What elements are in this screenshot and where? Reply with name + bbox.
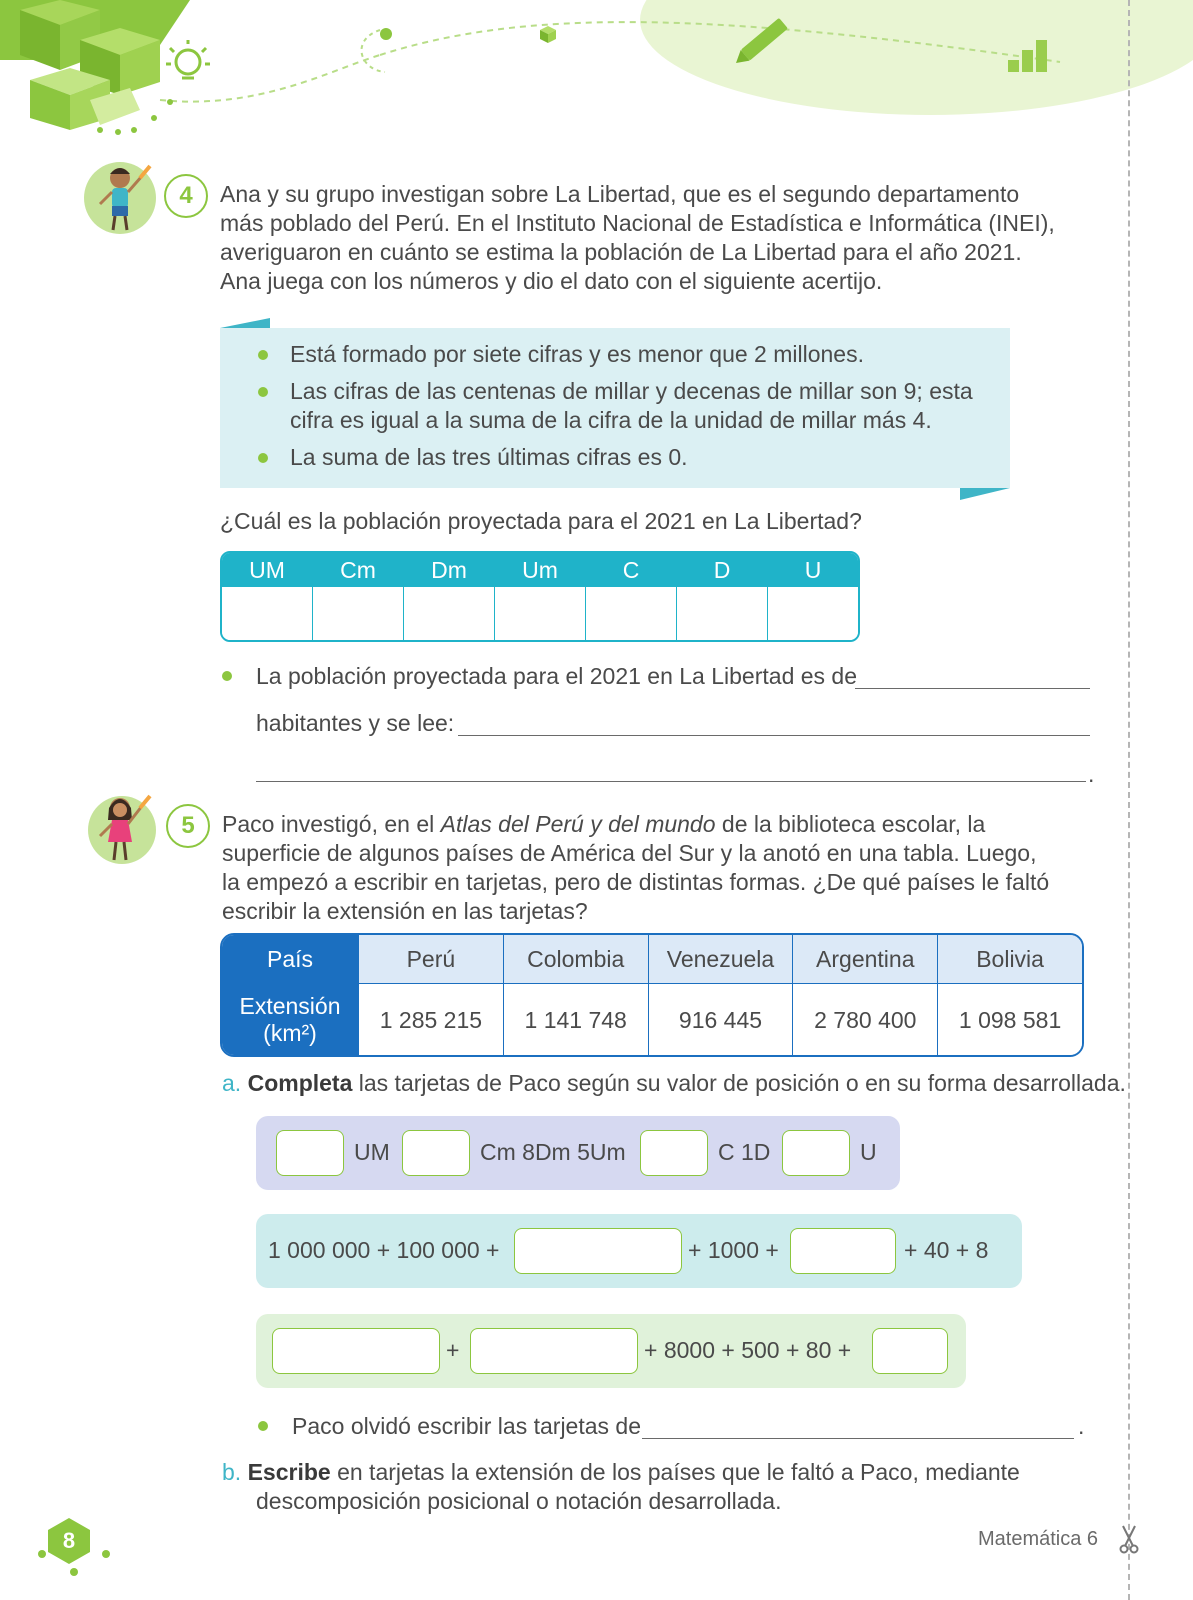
card-text: C 1D [718, 1139, 771, 1165]
clue-item [258, 377, 978, 435]
forgot-countries-blank[interactable] [642, 1438, 1074, 1439]
population-answer-blank[interactable] [855, 688, 1090, 689]
extension-label: Extensión [239, 993, 341, 1019]
riddle-clues [258, 340, 978, 480]
card-text: UM [354, 1139, 390, 1165]
lightbulb-icon [166, 40, 210, 78]
place-value-table [220, 551, 860, 642]
card-text: + 40 + 8 [904, 1237, 989, 1263]
extension-row [222, 983, 1082, 1056]
problem-4-statement [220, 180, 1100, 296]
country-cell: Argentina [792, 935, 937, 983]
part-a-verb: Completa [247, 1070, 353, 1096]
card-expanded-form-1 [256, 1214, 1022, 1288]
period-mark: . [1088, 761, 1095, 787]
card-text: 1 000 000 + 100 000 + [268, 1237, 500, 1263]
statement-line: Ana juega con los números y dio el dato con el siguiente acertijo. [220, 268, 883, 294]
card-blank[interactable] [470, 1328, 638, 1374]
bullet-icon [258, 387, 268, 397]
cut-line [1128, 0, 1130, 1600]
problem-4-number: 4 [164, 174, 208, 218]
extension-cell: 1 098 581 [937, 984, 1082, 1056]
pv-header: UM [222, 553, 312, 587]
extension-unit: (km²) [263, 1020, 317, 1046]
clue-text: Las cifras de las centenas de millar y decenas de millar son 9; esta cifra es igual a la suma de la cifra de la unidad de millar más 4. [290, 378, 973, 433]
clue-text: La suma de las tres últimas cifras es 0. [290, 444, 688, 470]
statement-line: la empezó a escribir en tarjetas, pero de distintas formas. ¿De qué países le faltó [222, 869, 1050, 895]
part-b-instruction [222, 1458, 1102, 1516]
country-cell: Colombia [503, 935, 648, 983]
pv-header: Cm [313, 553, 403, 587]
card-text: + 8000 + 500 + 80 + [644, 1337, 852, 1363]
period-mark: . [1078, 1413, 1085, 1439]
pv-column [677, 553, 768, 640]
header-decoration [0, 0, 1193, 160]
girl-character-icon [86, 790, 158, 866]
pv-column [586, 553, 677, 640]
extension-cell: 1 285 215 [358, 984, 503, 1056]
pv-header: D [677, 553, 767, 587]
card-blank[interactable] [272, 1328, 440, 1374]
row-label-extension [222, 984, 358, 1056]
problem-5-number: 5 [166, 804, 210, 848]
card-blank[interactable] [276, 1130, 344, 1176]
pv-input-cell[interactable] [586, 587, 676, 640]
page-number: 8 [62, 1528, 76, 1553]
scissors-icon [1118, 1524, 1140, 1554]
pv-input-cell[interactable] [313, 587, 403, 640]
bullet-icon [258, 1421, 268, 1431]
pv-input-cell[interactable] [677, 587, 767, 640]
pv-column [495, 553, 586, 640]
statement-line: más poblado del Perú. En el Instituto Nacional de Estadística e Informática (INEI), [220, 210, 1055, 236]
riddle-box [220, 328, 1010, 488]
part-a-letter: a. [222, 1070, 242, 1096]
card-colombia-place-value [256, 1116, 900, 1190]
extension-cell: 1 141 748 [503, 984, 648, 1056]
card-text: + 1000 + [688, 1237, 779, 1263]
pv-input-cell[interactable] [404, 587, 494, 640]
pv-input-cell[interactable] [495, 587, 585, 640]
row-label-country: País [222, 935, 358, 983]
answer-line-1-text: La población proyectada para el 2021 en La Libertad es de [256, 663, 858, 689]
country-cell: Perú [358, 935, 503, 983]
statement-text: de la biblioteca escolar, la [715, 811, 986, 837]
clue-text: Está formado por siete cifras y es menor que 2 millones. [290, 341, 864, 367]
statement-text: Paco investigó, en el [222, 811, 441, 837]
statement-line: superficie de algunos países de América del Sur y la anotó en una tabla. Luego, [222, 840, 1037, 866]
pv-input-cell[interactable] [768, 587, 858, 640]
bullet-icon [258, 350, 268, 360]
pv-header: U [768, 553, 858, 587]
part-b-verb: Escribe [247, 1459, 331, 1485]
ribbon-fold [960, 488, 1010, 500]
atlas-title: Atlas del Perú y del mundo [440, 811, 716, 837]
book-title: Matemática 6 [978, 1528, 1099, 1550]
card-text: U [860, 1139, 877, 1165]
pv-input-cell[interactable] [222, 587, 312, 640]
forgot-cards-text: Paco olvidó escribir las tarjetas de [292, 1413, 641, 1439]
boy-character-icon [84, 160, 156, 236]
bullet-icon [258, 453, 268, 463]
cubes-icon [0, 0, 190, 130]
card-text: Cm 8Dm 5Um [480, 1139, 626, 1165]
pv-header: Dm [404, 553, 494, 587]
card-blank[interactable] [790, 1228, 896, 1274]
pv-column [313, 553, 404, 640]
clue-item [258, 340, 978, 369]
answer-line-2-text: habitantes y se lee: [256, 710, 455, 736]
pv-column [768, 553, 858, 640]
part-b-line [222, 1458, 1102, 1487]
country-cell: Bolivia [937, 935, 1082, 983]
country-extension-table [220, 933, 1084, 1057]
card-blank[interactable] [402, 1130, 470, 1176]
pv-column [222, 553, 313, 640]
pv-header: C [586, 553, 676, 587]
part-b-line: descomposición posicional o notación desarrollada. [256, 1488, 782, 1514]
extension-cell: 916 445 [648, 984, 793, 1056]
statement-line: averiguaron en cuánto se estima la población de La Libertad para el año 2021. [220, 239, 1022, 265]
statement-line [222, 810, 1102, 839]
card-expanded-form-2 [256, 1314, 966, 1388]
problem-5-statement [222, 810, 1102, 926]
bullet-icon [222, 671, 232, 681]
card-blank[interactable] [514, 1228, 682, 1274]
card-text: + [446, 1337, 460, 1363]
pv-header: Um [495, 553, 585, 587]
statement-line: Ana y su grupo investigan sobre La Libertad, que es el segundo departamento [220, 181, 1020, 207]
part-a-text: las tarjetas de Paco según su valor de posición o en su forma desarrollada. [352, 1070, 1126, 1096]
card-blank[interactable] [872, 1328, 948, 1374]
reading-answer-blank-2[interactable] [256, 781, 1086, 782]
part-a-instruction [222, 1069, 1126, 1098]
part-b-letter: b. [222, 1459, 242, 1485]
reading-answer-blank[interactable] [458, 735, 1090, 736]
statement-line: escribir la extensión en las tarjetas? [222, 898, 588, 924]
country-cell: Venezuela [648, 935, 793, 983]
ribbon-fold [220, 318, 270, 328]
problem-4-question: ¿Cuál es la población proyectada para el 2021 en La Libertad? [220, 508, 862, 534]
card-blank[interactable] [782, 1130, 850, 1176]
part-b-text: en tarjetas la extensión de los países que le faltó a Paco, mediante [330, 1459, 1020, 1485]
extension-cell: 2 780 400 [792, 984, 937, 1056]
card-blank[interactable] [640, 1130, 708, 1176]
country-row [222, 935, 1082, 983]
pv-column [404, 553, 495, 640]
clue-item [258, 443, 978, 472]
